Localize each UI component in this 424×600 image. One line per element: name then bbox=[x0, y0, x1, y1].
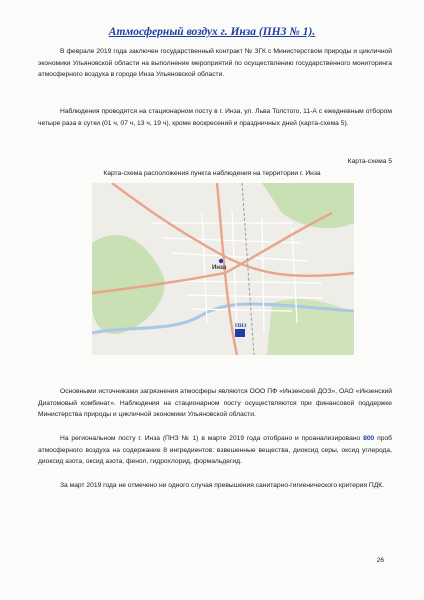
paragraph-observations: Наблюдения проводятся на стационарном посту в г. Инза, ул. Льва Толстого, 11-А с ежедневным отбором четыре раза в сутки (01 ч, 07 ч, 13 ч, 19 ч), кроме воскресений и праздничных дней (карта-схема 5). bbox=[38, 108, 392, 127]
paragraph-contract: В феврале 2019 года заключен государственный контракт № ЗГК с Министерством природы и цикличной экономики Ульяновской области на выполнение мероприятий по осуществлению государственного мониторинга атмосферного воздуха в городе Инза Ульяновской области. bbox=[38, 48, 392, 79]
samples-count: 800 bbox=[363, 435, 375, 442]
center-marker bbox=[219, 259, 223, 263]
forest-area bbox=[262, 183, 354, 228]
station-marker bbox=[235, 329, 245, 337]
map-caption: Карта-схема расположения пункта наблюдения на территории г. Инза bbox=[103, 170, 321, 177]
page-title: Атмосферный воздух г. Инза (ПНЗ № 1). bbox=[108, 26, 316, 38]
city-label: Инза bbox=[212, 265, 227, 271]
samples-text-before: На региональном посту г. Инза (ПНЗ № 1) в марте 2019 года отобрано и проанализировано bbox=[60, 435, 364, 442]
paragraph-sources: Основными источниками загрязнения атмосферы являются ООО ПФ «Инзенский ДОЗ», ОАО «Инзенский Диатомовый комбинат». Наблюдения на стационарном посту осуществляются при финансовой поддержке Министерства природы и цикличной экономики Ульяновской области. bbox=[38, 388, 392, 419]
paragraph-samples bbox=[38, 433, 392, 468]
city-map bbox=[92, 183, 354, 355]
station-label: ПНЗ bbox=[235, 323, 247, 329]
map-label: Карта-схема 5 bbox=[347, 158, 392, 165]
samples-text-after: проб атмосферного воздуха на содержание 8 ингредиентов: взвешенные вещества, диоксид серы, оксид углерода, диоксид азота, оксид азота, фенол, гидрохлорид, формальдегид. bbox=[38, 435, 392, 466]
map-graphic bbox=[92, 183, 354, 355]
page-number: 26 bbox=[376, 557, 384, 564]
paragraph-conclusion: За март 2019 года не отмечено ни одного случая превышения санитарно-гигиенического критерия ПДК. bbox=[60, 482, 385, 489]
